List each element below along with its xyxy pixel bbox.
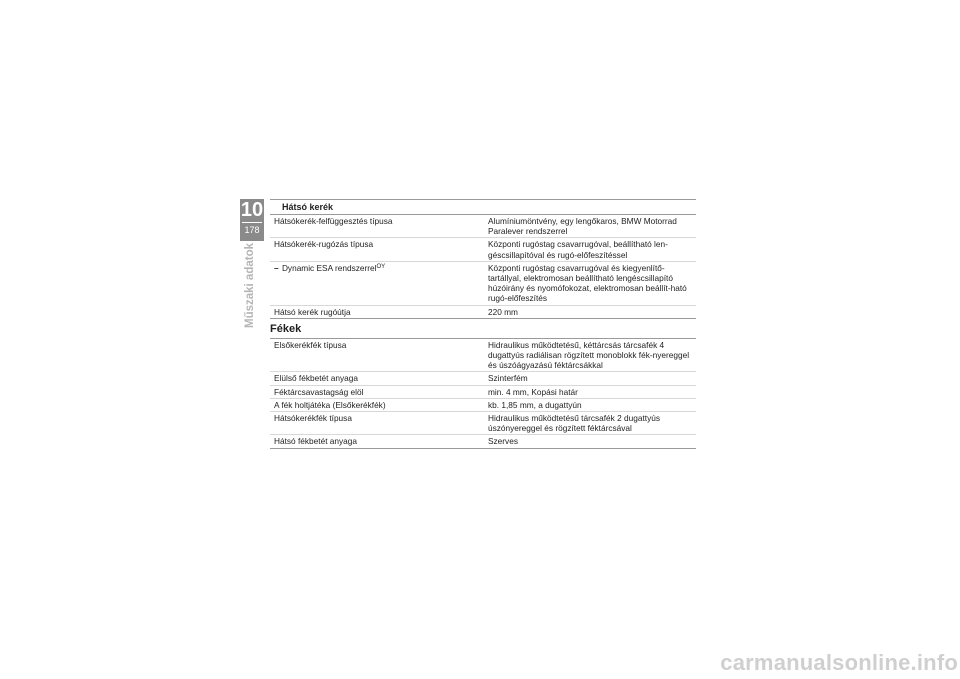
spec-content <box>270 199 696 449</box>
table-row <box>270 338 696 372</box>
row-value: Szerves <box>488 436 518 447</box>
row-value: Központi rugóstag csavarrugóval és kiegyenlítő-tartállyal, elektromosan beállítható lengéscsillapító húzóirány és nyomófokozat, elektromosan beállít-ható rugó-előfeszítés <box>488 262 687 304</box>
table-row <box>270 305 696 319</box>
row-value: Központi rugóstag csavarrugóval, beállítható len-géscsillapítóval és rugó-előfeszítéssel <box>488 239 668 260</box>
row-label-text: Dynamic ESA rendszerrel <box>281 262 377 273</box>
row-value: kb. 1,85 mm, a dugattyún <box>488 399 582 410</box>
site-watermark: carmanualsonline.info <box>720 650 958 675</box>
row-label: Elülső fékbetét anyaga <box>274 373 358 384</box>
row-value: Alumíniumöntvény, egy lengőkaros, BMW Motorrad Paralever rendszerrel <box>488 216 677 237</box>
row-label: Elsőkerékfék típusa <box>274 339 347 350</box>
table-row <box>270 214 696 237</box>
page-number: 178 <box>244 225 260 235</box>
table-row <box>270 261 696 305</box>
row-label <box>270 263 476 304</box>
row-value: Hidraulikus működtetésű, kéttárcsás tárcsafék 4 dugattyús radiálisan rögzített monoblokk fék-nyereggel és úszóágyazású féktárcsákkal <box>488 339 690 371</box>
row-value: Szinterfém <box>488 373 528 384</box>
row-value: min. 4 mm, Kopási határ <box>488 386 578 397</box>
side-chapter-title: Műszaki adatok <box>244 243 256 328</box>
table-row <box>270 371 696 384</box>
rear-wheel-heading: Hátsó kerék <box>270 199 696 214</box>
table-row <box>270 398 696 411</box>
brakes-title: Fékek <box>270 322 302 335</box>
row-label: Hátsó kerék rugóútja <box>274 306 351 317</box>
table-row <box>270 434 696 448</box>
option-dash: – <box>274 262 279 273</box>
option-code: OY <box>376 263 386 270</box>
table-row <box>270 237 696 260</box>
row-label: Féktárcsavastagság elöl <box>274 386 364 397</box>
chapter-number: 10 <box>240 199 264 221</box>
row-label: Hátsókerékfék típusa <box>274 413 352 424</box>
row-label: Hátsókerék-rugózás típusa <box>274 239 374 250</box>
table-row <box>270 385 696 398</box>
row-value: Hidraulikus működtetésű tárcsafék 2 dugattyús úszónyereggel és rögzített féktárcsával <box>488 413 661 434</box>
row-label: Hátsó fékbetét anyaga <box>274 436 358 447</box>
table-row <box>270 411 696 434</box>
chapter-tab <box>240 199 264 241</box>
row-label: A fék holtjátéka (Elsőkerékfék) <box>274 399 386 410</box>
row-label: Hátsókerék-felfüggesztés típusa <box>274 216 393 226</box>
row-value: 220 mm <box>488 306 518 317</box>
